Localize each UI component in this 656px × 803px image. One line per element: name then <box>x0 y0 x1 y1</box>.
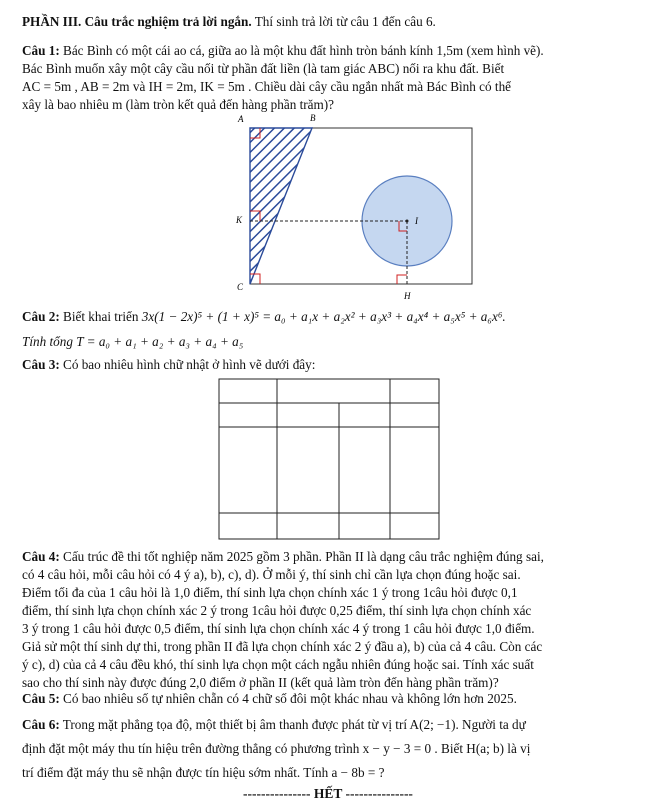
label-h: H <box>404 291 411 301</box>
question-5 <box>22 690 634 708</box>
right-angle-h <box>397 275 407 284</box>
q6-line3: trí điểm đặt máy thu sẽ nhận được tín hiệu sớm nhất. Tính a − 8b = ? <box>22 765 385 780</box>
q1-text-line4: xây là bao nhiêu m (làm tròn kết quả đến hàng phần trăm)? <box>22 97 334 112</box>
q4-line-2: Điểm tối đa của 1 câu hỏi là 1,0 điểm, thí sinh lựa chọn chính xác 1 ý trong 1câu hỏi được 0,1 <box>22 585 518 600</box>
q6-line1: Trong mặt phẳng tọa độ, một thiết bị âm thanh được phát từ vị trí A(2; −1). Người ta dự <box>59 717 526 732</box>
q4-line-0: Cấu trúc đề thi tốt nghiệp năm 2025 gồm 3 phần. Phần II là dạng câu trắc nghiệm đúng sai, <box>59 549 544 564</box>
label-i: I <box>415 216 418 226</box>
point-i <box>406 220 409 223</box>
q5-label: Câu 5: <box>22 691 60 706</box>
q4-line-5: Giả sử một thí sinh dự thi, trong phần II đã lựa chọn chính xác 2 ý đầu a), b) của cả 4 câu. Còn các <box>22 639 543 654</box>
q4-line-1: có 4 câu hỏi, mỗi câu hỏi có 4 ý a), b), c), d). Ở mỗi ý, thí sinh chỉ cần lựa chọn đúng hoặc sai. <box>22 567 521 582</box>
question-4 <box>22 548 634 692</box>
q1-text-line3: AC = 5m , AB = 2m và IH = 2m, IK = 5m . Chiều dài cây cầu ngắn nhất mà Bác Bình có thể <box>22 79 512 94</box>
section-instruction: Thí sinh trả lời từ câu 1 đến câu 6. <box>251 14 436 29</box>
rectangle-grid-figure <box>218 378 442 542</box>
label-b: B <box>310 113 316 123</box>
q1-text-line1: Bác Bình có một cái ao cá, giữa ao là một khu đất hình tròn bánh kính 1,5m (xem hình vẽ). <box>59 43 544 58</box>
q6-line2: định đặt một máy thu tín hiệu trên đường thẳng có phương trình x − y − 3 = 0 . Biết H(a; b) là vị <box>22 741 531 756</box>
q6-label: Câu 6: <box>22 717 60 732</box>
q2-intro: Biết khai triển <box>59 309 142 324</box>
q4-line-4: 3 ý trong 1 câu hỏi được 0,5 điểm, thí sinh lựa chọn chính xác 4 ý trong 1 câu hỏi được 1,0 điểm. <box>22 621 535 636</box>
label-a: A <box>238 114 244 124</box>
q4-line-6: ý c), d) của cả 4 câu đều khó, thí sinh lựa chọn một cách ngẫu nhiên đúng hoặc sai. Tính xác suất <box>22 657 534 672</box>
q4-line-7: sao cho thí sinh này được đúng 2,0 điểm ở phần II (kết quả làm tròn đến hàng phần trăm)? <box>22 675 499 690</box>
pond-figure <box>230 112 480 304</box>
label-k: K <box>236 215 243 225</box>
q2-sum: Tính tổng T = a₀ + a₁ + a₂ + a₃ + a₄ + a₅ <box>22 334 244 349</box>
q5-text: Có bao nhiêu số tự nhiên chẵn có 4 chữ số đôi một khác nhau và không lớn hơn 2025. <box>59 691 517 706</box>
question-1 <box>22 42 634 114</box>
q1-label: Câu 1: <box>22 43 60 58</box>
question-6 <box>22 713 634 785</box>
q3-label: Câu 3: <box>22 357 60 372</box>
q4-line-3: điểm, thí sinh lựa chọn chính xác 2 ý trong 1câu hỏi được 0,25 điểm, thí sinh lựa chọn chính xác <box>22 603 532 618</box>
q2-label: Câu 2: <box>22 309 60 324</box>
end-marker: --------------- HẾT --------------- <box>243 786 413 801</box>
section-header <box>22 14 436 30</box>
q4-label: Câu 4: <box>22 549 60 564</box>
q2-expansion: 3x(1 − 2x)⁵ + (1 + x)⁵ = a₀ + a₁x + a₂x² + a₃x³ + a₄x⁴ + a₅x⁵ + a₆x⁶. <box>141 309 506 324</box>
q1-text-line2: Bác Bình muốn xây một cây cầu nối từ phần đất liền (là tam giác ABC) nối ra khu đất. Biết <box>22 61 505 76</box>
land-triangle <box>250 128 312 284</box>
label-c: C <box>237 282 244 292</box>
question-2 <box>22 308 634 351</box>
question-3 <box>22 356 634 374</box>
section-heading: PHẦN III. Câu trắc nghiệm trả lời ngắn. <box>22 14 252 29</box>
q3-text: Có bao nhiêu hình chữ nhật ở hình vẽ dưới đây: <box>59 357 316 372</box>
